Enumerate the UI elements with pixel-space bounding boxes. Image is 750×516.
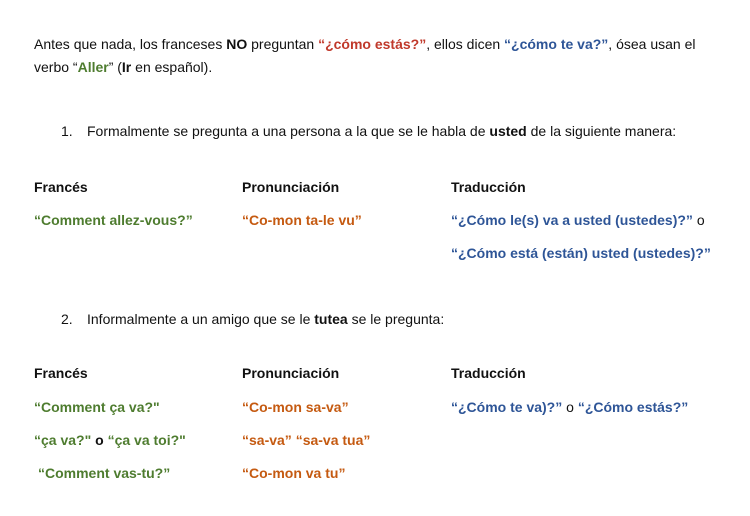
intro-no: NO — [226, 36, 248, 52]
intro-quote-como-te-va: “¿cómo te va?” — [504, 36, 609, 52]
section-2-text: Informalmente a un amigo que se le — [87, 311, 315, 327]
table-2-header-pronunciacion: Pronunciación — [242, 365, 340, 381]
table-1-header-traduccion: Traducción — [451, 179, 526, 195]
table-1-translation-2: “¿Cómo está (están) usted (ustedes)?” — [451, 245, 711, 261]
table-2-french-2a: “ça va?" — [34, 432, 92, 448]
section-1-text: de la siguiente manera: — [526, 123, 677, 139]
intro-text: en español). — [131, 59, 213, 75]
table-2-translation-1a: “¿Cómo te va)?” — [451, 399, 563, 415]
table-1-french: “Comment allez-vous?” — [34, 212, 193, 228]
table-2-pron-3: “Co-mon va tu” — [242, 465, 346, 481]
section-2-heading — [87, 311, 444, 327]
table-2-french-or: o — [91, 432, 108, 448]
table-1-header-pronunciacion: Pronunciación — [242, 179, 340, 195]
intro-ir: Ir — [121, 59, 132, 75]
intro-text: verbo “ — [34, 59, 78, 75]
table-2-french-2b: “ça va toi?" — [107, 432, 186, 448]
table-1-header-frances: Francés — [34, 179, 88, 195]
table-1-translation-1 — [451, 212, 705, 228]
table-2-translation-1b: “¿Cómo estás?” — [577, 399, 689, 415]
intro-text: ” ( — [108, 59, 122, 75]
section-1-text: Formalmente se pregunta a una persona a la que se le habla de — [87, 123, 490, 139]
intro-text: , ósea usan el — [608, 36, 696, 52]
intro-quote-como-estas: “¿cómo estás?” — [318, 36, 427, 52]
table-2-header-frances: Francés — [34, 365, 88, 381]
section-2-tutea: tutea — [314, 311, 348, 327]
table-2-pron-2: “sa-va” “sa-va tua” — [242, 432, 371, 448]
table-1-translation-1-text: “¿Cómo le(s) va a usted (ustedes)?” — [451, 212, 693, 228]
table-2-french-1: “Comment ça va?" — [34, 399, 160, 415]
table-2-french-2 — [34, 432, 186, 448]
intro-text: Antes que nada, los franceses — [34, 36, 227, 52]
section-1-heading — [87, 123, 676, 139]
table-2-french-3: “Comment vas-tu?” — [38, 465, 171, 481]
table-1-pronunciation: “Co-mon ta-le vu” — [242, 212, 362, 228]
intro-line-2 — [34, 59, 212, 75]
table-2-translation-1 — [451, 399, 688, 415]
table-2-pron-1: “Co-mon sa-va” — [242, 399, 349, 415]
intro-line-1 — [34, 36, 695, 52]
intro-aller: Aller — [77, 59, 109, 75]
section-2-text: se le pregunta: — [347, 311, 445, 327]
table-2-translation-or: o — [562, 399, 578, 415]
intro-text: preguntan — [247, 36, 319, 52]
table-1-translation-or: o — [692, 212, 705, 228]
intro-text: , ellos dicen — [426, 36, 505, 52]
section-2-number: 2. — [61, 311, 73, 327]
table-2-header-traduccion: Traducción — [451, 365, 526, 381]
section-1-usted: usted — [489, 123, 527, 139]
section-1-number: 1. — [61, 123, 73, 139]
